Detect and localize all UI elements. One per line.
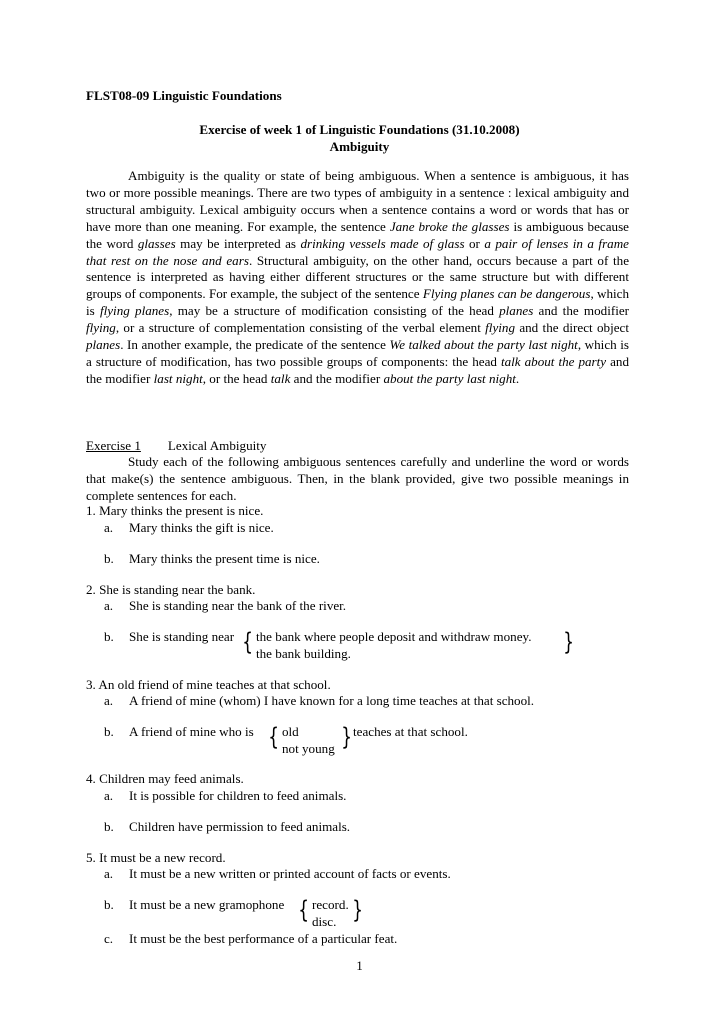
answer-label: b. — [104, 897, 114, 912]
answer-label: a. — [104, 866, 114, 881]
question-5: 5. It must be a new record. — [86, 850, 226, 865]
q2-option-2: the bank building. — [256, 646, 351, 661]
right-brace-icon: } — [352, 896, 363, 924]
q4-answer-b: Children have permission to feed animals. — [129, 819, 351, 834]
q3-answer-b-suffix: teaches at that school. — [353, 724, 468, 739]
q3-option-1: old — [282, 724, 299, 739]
answer-label: b. — [104, 724, 114, 739]
page-number: 1 — [356, 958, 363, 973]
q3-answer-a: A friend of mine (whom) I have known for a long time teaches at that school. — [129, 693, 535, 708]
exercise-instructions: Study each of the following ambiguous sentences carefully and underline the word or words that make(s) the sentence ambiguous. Then, in the blank provided, give two possible meanings in complete sentences for each. — [86, 454, 629, 503]
q5-answer-b-prefix: It must be a new gramophone — [129, 897, 285, 912]
exercise-label: Exercise 1 — [86, 438, 141, 453]
exercise-title: Exercise of week 1 of Linguistic Foundations (31.10.2008) — [199, 122, 520, 137]
question-2: 2. She is standing near the bank. — [86, 582, 256, 597]
q5-answer-a: It must be a new written or printed account of facts or events. — [129, 866, 451, 881]
answer-label: b. — [104, 551, 114, 566]
intro-paragraph: Ambiguity is the quality or state of being ambiguous. When a sentence is ambiguous, it has two or more possible meanings. There are two types of ambiguity in a sentence : lexical ambiguity and structural ambiguity. Lexical ambiguity occurs when a sentence contains a word or words that has or have more than one meaning. For example, the sentence Jane broke the glasses is ambiguous because the word glasses may be interpreted as drinking vessels made of glass or a pair of lenses in a frame that rest on the nose and ears. Structural ambiguity, on the other hand, occurs because a part of the sentence is interpreted as having either different structures or the same structure but with different groups of components. For example, the subject of the sentence Flying planes can be dangerous, which is flying planes, may be a structure of modification consisting of the head planes and the modifier flying, or a structure of complementation consisting of the verbal element flying and the direct object planes. In another example, the predicate of the sentence We talked about the party last night, which is a structure of modification, has two possible groups of components: the head talk about the party and the modifier last night, or the head talk and the modifier about the party last night. — [86, 168, 630, 386]
answer-label: a. — [104, 693, 114, 708]
q1-answer-b: Mary thinks the present time is nice. — [129, 551, 320, 566]
question-4: 4. Children may feed animals. — [86, 771, 244, 786]
right-brace-icon: } — [563, 628, 574, 656]
q5-answer-c: It must be the best performance of a particular feat. — [129, 931, 398, 946]
left-brace-icon: { — [298, 896, 309, 924]
q2-option-1: the bank where people deposit and withdraw money. — [256, 629, 532, 644]
answer-label: a. — [104, 598, 114, 613]
left-brace-icon: { — [242, 628, 253, 656]
question-1: 1. Mary thinks the present is nice. — [86, 503, 264, 518]
q5-option-1: record. — [312, 897, 349, 912]
answer-label: b. — [104, 819, 114, 834]
topic-title: Ambiguity — [329, 139, 390, 154]
right-brace-icon: } — [341, 723, 352, 751]
question-3: 3. An old friend of mine teaches at that school. — [86, 677, 331, 692]
q2-answer-b-prefix: She is standing near — [129, 629, 235, 644]
answer-label: c. — [104, 931, 114, 946]
exercise-topic: Lexical Ambiguity — [167, 438, 267, 453]
answer-label: b. — [104, 629, 114, 644]
q3-option-2: not young — [282, 741, 335, 756]
q5-option-2: disc. — [312, 914, 337, 929]
answer-label: a. — [104, 788, 114, 803]
q2-answer-a: She is standing near the bank of the river. — [129, 598, 347, 613]
q3-answer-b-prefix: A friend of mine who is — [129, 724, 254, 739]
q4-answer-a: It is possible for children to feed animals. — [129, 788, 347, 803]
q1-answer-a: Mary thinks the gift is nice. — [129, 520, 274, 535]
left-brace-icon: { — [268, 723, 279, 751]
exercise-heading — [86, 438, 266, 454]
course-header: FLST08-09 Linguistic Foundations — [86, 88, 282, 103]
answer-label: a. — [104, 520, 114, 535]
